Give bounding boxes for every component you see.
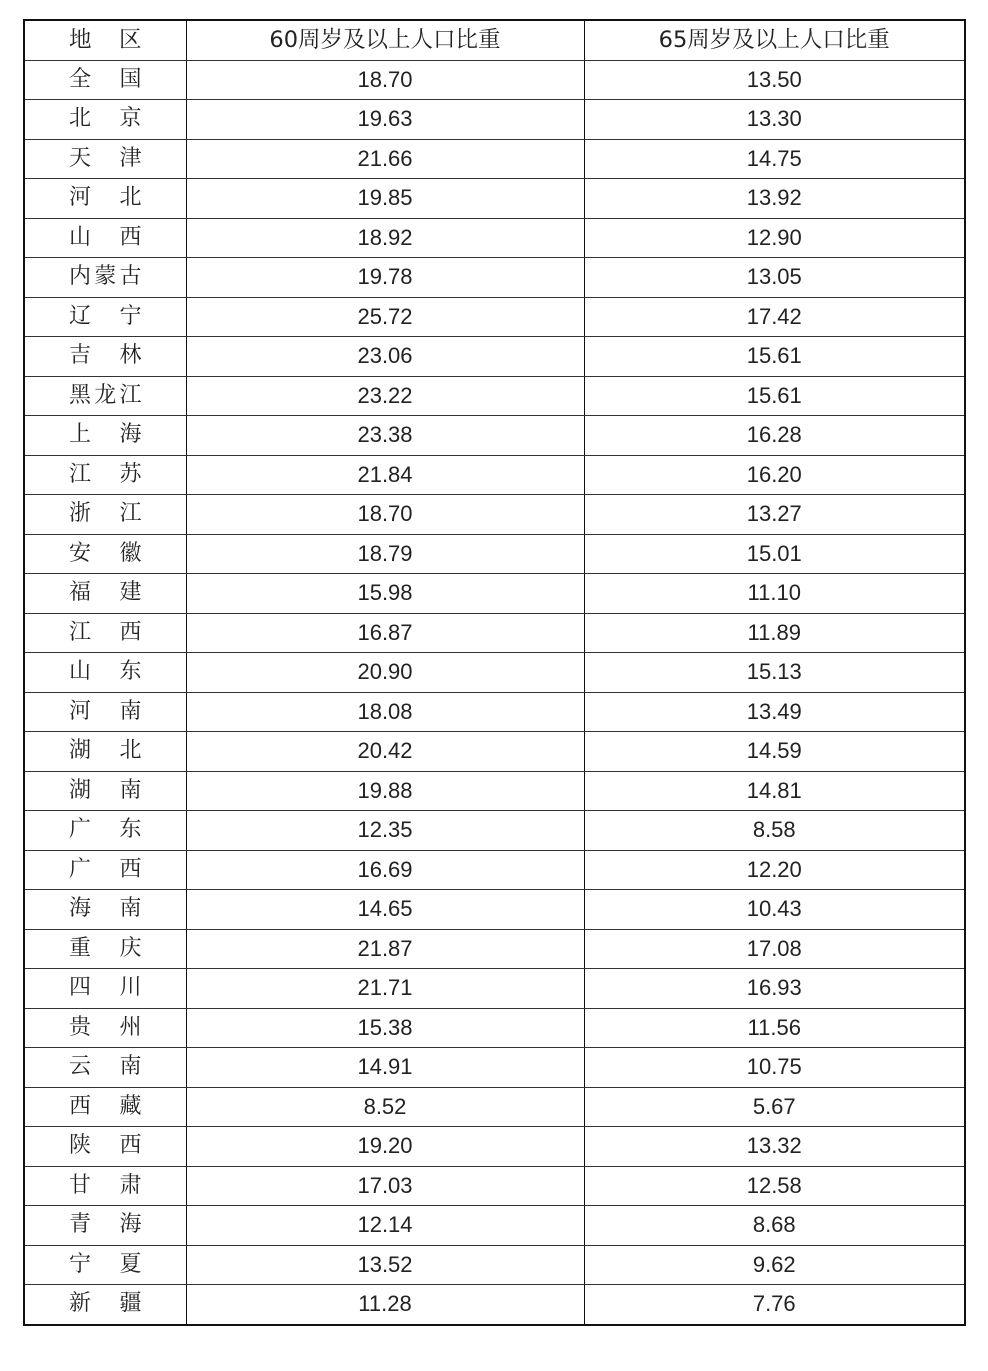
table-row — [24, 890, 965, 930]
table-row — [24, 534, 965, 574]
share-60-plus-cell: 19.78 — [186, 258, 584, 298]
share-60-plus-cell: 13.52 — [186, 1245, 584, 1285]
share-65-plus-cell: 16.20 — [584, 455, 965, 495]
share-60-plus-cell: 21.84 — [186, 455, 584, 495]
table-row — [24, 139, 965, 179]
share-60-plus-cell: 16.87 — [186, 613, 584, 653]
share-60-plus-cell: 18.70 — [186, 60, 584, 100]
region-cell: 山 东 — [24, 653, 186, 693]
region-cell: 黑龙江 — [24, 376, 186, 416]
header-row — [24, 20, 965, 60]
region-cell: 甘 肃 — [24, 1166, 186, 1206]
table-row — [24, 258, 965, 298]
share-65-plus-cell: 13.50 — [584, 60, 965, 100]
share-65-plus-cell: 11.10 — [584, 574, 965, 614]
share-65-plus-cell: 13.05 — [584, 258, 965, 298]
header-region: 地 区 — [24, 20, 186, 60]
share-60-plus-cell: 19.85 — [186, 179, 584, 219]
share-65-plus-cell: 9.62 — [584, 1245, 965, 1285]
share-60-plus-cell: 25.72 — [186, 297, 584, 337]
share-65-plus-cell: 10.75 — [584, 1048, 965, 1088]
region-cell: 辽 宁 — [24, 297, 186, 337]
share-60-plus-cell: 19.63 — [186, 100, 584, 140]
share-60-plus-cell: 12.35 — [186, 811, 584, 851]
share-65-plus-cell: 14.75 — [584, 139, 965, 179]
table-row — [24, 416, 965, 456]
region-cell: 北 京 — [24, 100, 186, 140]
region-cell: 福 建 — [24, 574, 186, 614]
share-60-plus-cell: 16.69 — [186, 850, 584, 890]
table-row — [24, 732, 965, 772]
share-65-plus-cell: 5.67 — [584, 1087, 965, 1127]
share-65-plus-cell: 16.93 — [584, 969, 965, 1009]
share-60-plus-cell: 21.87 — [186, 929, 584, 969]
table-row — [24, 60, 965, 100]
share-60-plus-cell: 14.65 — [186, 890, 584, 930]
share-65-plus-cell: 17.42 — [584, 297, 965, 337]
region-cell: 河 南 — [24, 692, 186, 732]
share-65-plus-cell: 11.56 — [584, 1008, 965, 1048]
share-65-plus-cell: 15.13 — [584, 653, 965, 693]
table-row — [24, 574, 965, 614]
share-65-plus-cell: 12.90 — [584, 218, 965, 258]
share-65-plus-cell: 17.08 — [584, 929, 965, 969]
share-60-plus-cell: 19.20 — [186, 1127, 584, 1167]
share-60-plus-cell: 21.66 — [186, 139, 584, 179]
share-65-plus-cell: 14.59 — [584, 732, 965, 772]
share-60-plus-cell: 18.79 — [186, 534, 584, 574]
share-60-plus-cell: 11.28 — [186, 1285, 584, 1325]
table-row — [24, 653, 965, 693]
share-65-plus-cell: 13.27 — [584, 495, 965, 535]
share-60-plus-cell: 14.91 — [186, 1048, 584, 1088]
region-cell: 贵 州 — [24, 1008, 186, 1048]
share-65-plus-cell: 8.68 — [584, 1206, 965, 1246]
share-60-plus-cell: 20.42 — [186, 732, 584, 772]
table-row — [24, 297, 965, 337]
table-row — [24, 850, 965, 890]
share-65-plus-cell: 15.61 — [584, 376, 965, 416]
share-60-plus-cell: 18.92 — [186, 218, 584, 258]
region-cell: 安 徽 — [24, 534, 186, 574]
region-cell: 青 海 — [24, 1206, 186, 1246]
region-cell: 广 东 — [24, 811, 186, 851]
region-cell: 广 西 — [24, 850, 186, 890]
share-65-plus-cell: 13.49 — [584, 692, 965, 732]
share-65-plus-cell: 14.81 — [584, 771, 965, 811]
table-row — [24, 100, 965, 140]
share-60-plus-cell: 23.22 — [186, 376, 584, 416]
share-60-plus-cell: 21.71 — [186, 969, 584, 1009]
region-cell: 山 西 — [24, 218, 186, 258]
table-row — [24, 1008, 965, 1048]
region-cell: 云 南 — [24, 1048, 186, 1088]
table-row — [24, 1048, 965, 1088]
header-65-plus-share: 65周岁及以上人口比重 — [584, 20, 965, 60]
share-60-plus-cell: 18.70 — [186, 495, 584, 535]
table-row — [24, 929, 965, 969]
share-60-plus-cell: 12.14 — [186, 1206, 584, 1246]
table-row — [24, 969, 965, 1009]
region-cell: 上 海 — [24, 416, 186, 456]
share-60-plus-cell: 8.52 — [186, 1087, 584, 1127]
table-row — [24, 1166, 965, 1206]
table-row — [24, 455, 965, 495]
share-65-plus-cell: 13.32 — [584, 1127, 965, 1167]
region-cell: 宁 夏 — [24, 1245, 186, 1285]
table-row — [24, 1127, 965, 1167]
region-cell: 湖 南 — [24, 771, 186, 811]
region-cell: 海 南 — [24, 890, 186, 930]
table-body — [24, 60, 965, 1325]
region-cell: 内蒙古 — [24, 258, 186, 298]
share-60-plus-cell: 23.06 — [186, 337, 584, 377]
share-60-plus-cell: 17.03 — [186, 1166, 584, 1206]
share-65-plus-cell: 10.43 — [584, 890, 965, 930]
region-cell: 陕 西 — [24, 1127, 186, 1167]
share-60-plus-cell: 23.38 — [186, 416, 584, 456]
share-65-plus-cell: 16.28 — [584, 416, 965, 456]
share-65-plus-cell: 15.61 — [584, 337, 965, 377]
region-cell: 江 西 — [24, 613, 186, 653]
share-65-plus-cell: 13.92 — [584, 179, 965, 219]
region-cell: 湖 北 — [24, 732, 186, 772]
region-cell: 河 北 — [24, 179, 186, 219]
share-60-plus-cell: 20.90 — [186, 653, 584, 693]
share-65-plus-cell: 15.01 — [584, 534, 965, 574]
share-60-plus-cell: 15.98 — [186, 574, 584, 614]
share-60-plus-cell: 18.08 — [186, 692, 584, 732]
region-cell: 浙 江 — [24, 495, 186, 535]
region-cell: 全 国 — [24, 60, 186, 100]
table-row — [24, 495, 965, 535]
table-row — [24, 1285, 965, 1325]
region-cell: 四 川 — [24, 969, 186, 1009]
share-65-plus-cell: 12.20 — [584, 850, 965, 890]
share-65-plus-cell: 8.58 — [584, 811, 965, 851]
share-65-plus-cell: 12.58 — [584, 1166, 965, 1206]
header-60-plus-share: 60周岁及以上人口比重 — [186, 20, 584, 60]
population-aging-table — [23, 19, 966, 1326]
table-row — [24, 692, 965, 732]
table-row — [24, 1087, 965, 1127]
region-cell: 天 津 — [24, 139, 186, 179]
table-row — [24, 613, 965, 653]
table-row — [24, 811, 965, 851]
table-row — [24, 337, 965, 377]
share-65-plus-cell: 11.89 — [584, 613, 965, 653]
table-row — [24, 376, 965, 416]
share-65-plus-cell: 7.76 — [584, 1285, 965, 1325]
region-cell: 重 庆 — [24, 929, 186, 969]
table-row — [24, 771, 965, 811]
region-cell: 新 疆 — [24, 1285, 186, 1325]
share-65-plus-cell: 13.30 — [584, 100, 965, 140]
region-cell: 西 藏 — [24, 1087, 186, 1127]
table-row — [24, 179, 965, 219]
region-cell: 江 苏 — [24, 455, 186, 495]
table-row — [24, 218, 965, 258]
share-60-plus-cell: 15.38 — [186, 1008, 584, 1048]
table-row — [24, 1206, 965, 1246]
region-cell: 吉 林 — [24, 337, 186, 377]
share-60-plus-cell: 19.88 — [186, 771, 584, 811]
table-row — [24, 1245, 965, 1285]
